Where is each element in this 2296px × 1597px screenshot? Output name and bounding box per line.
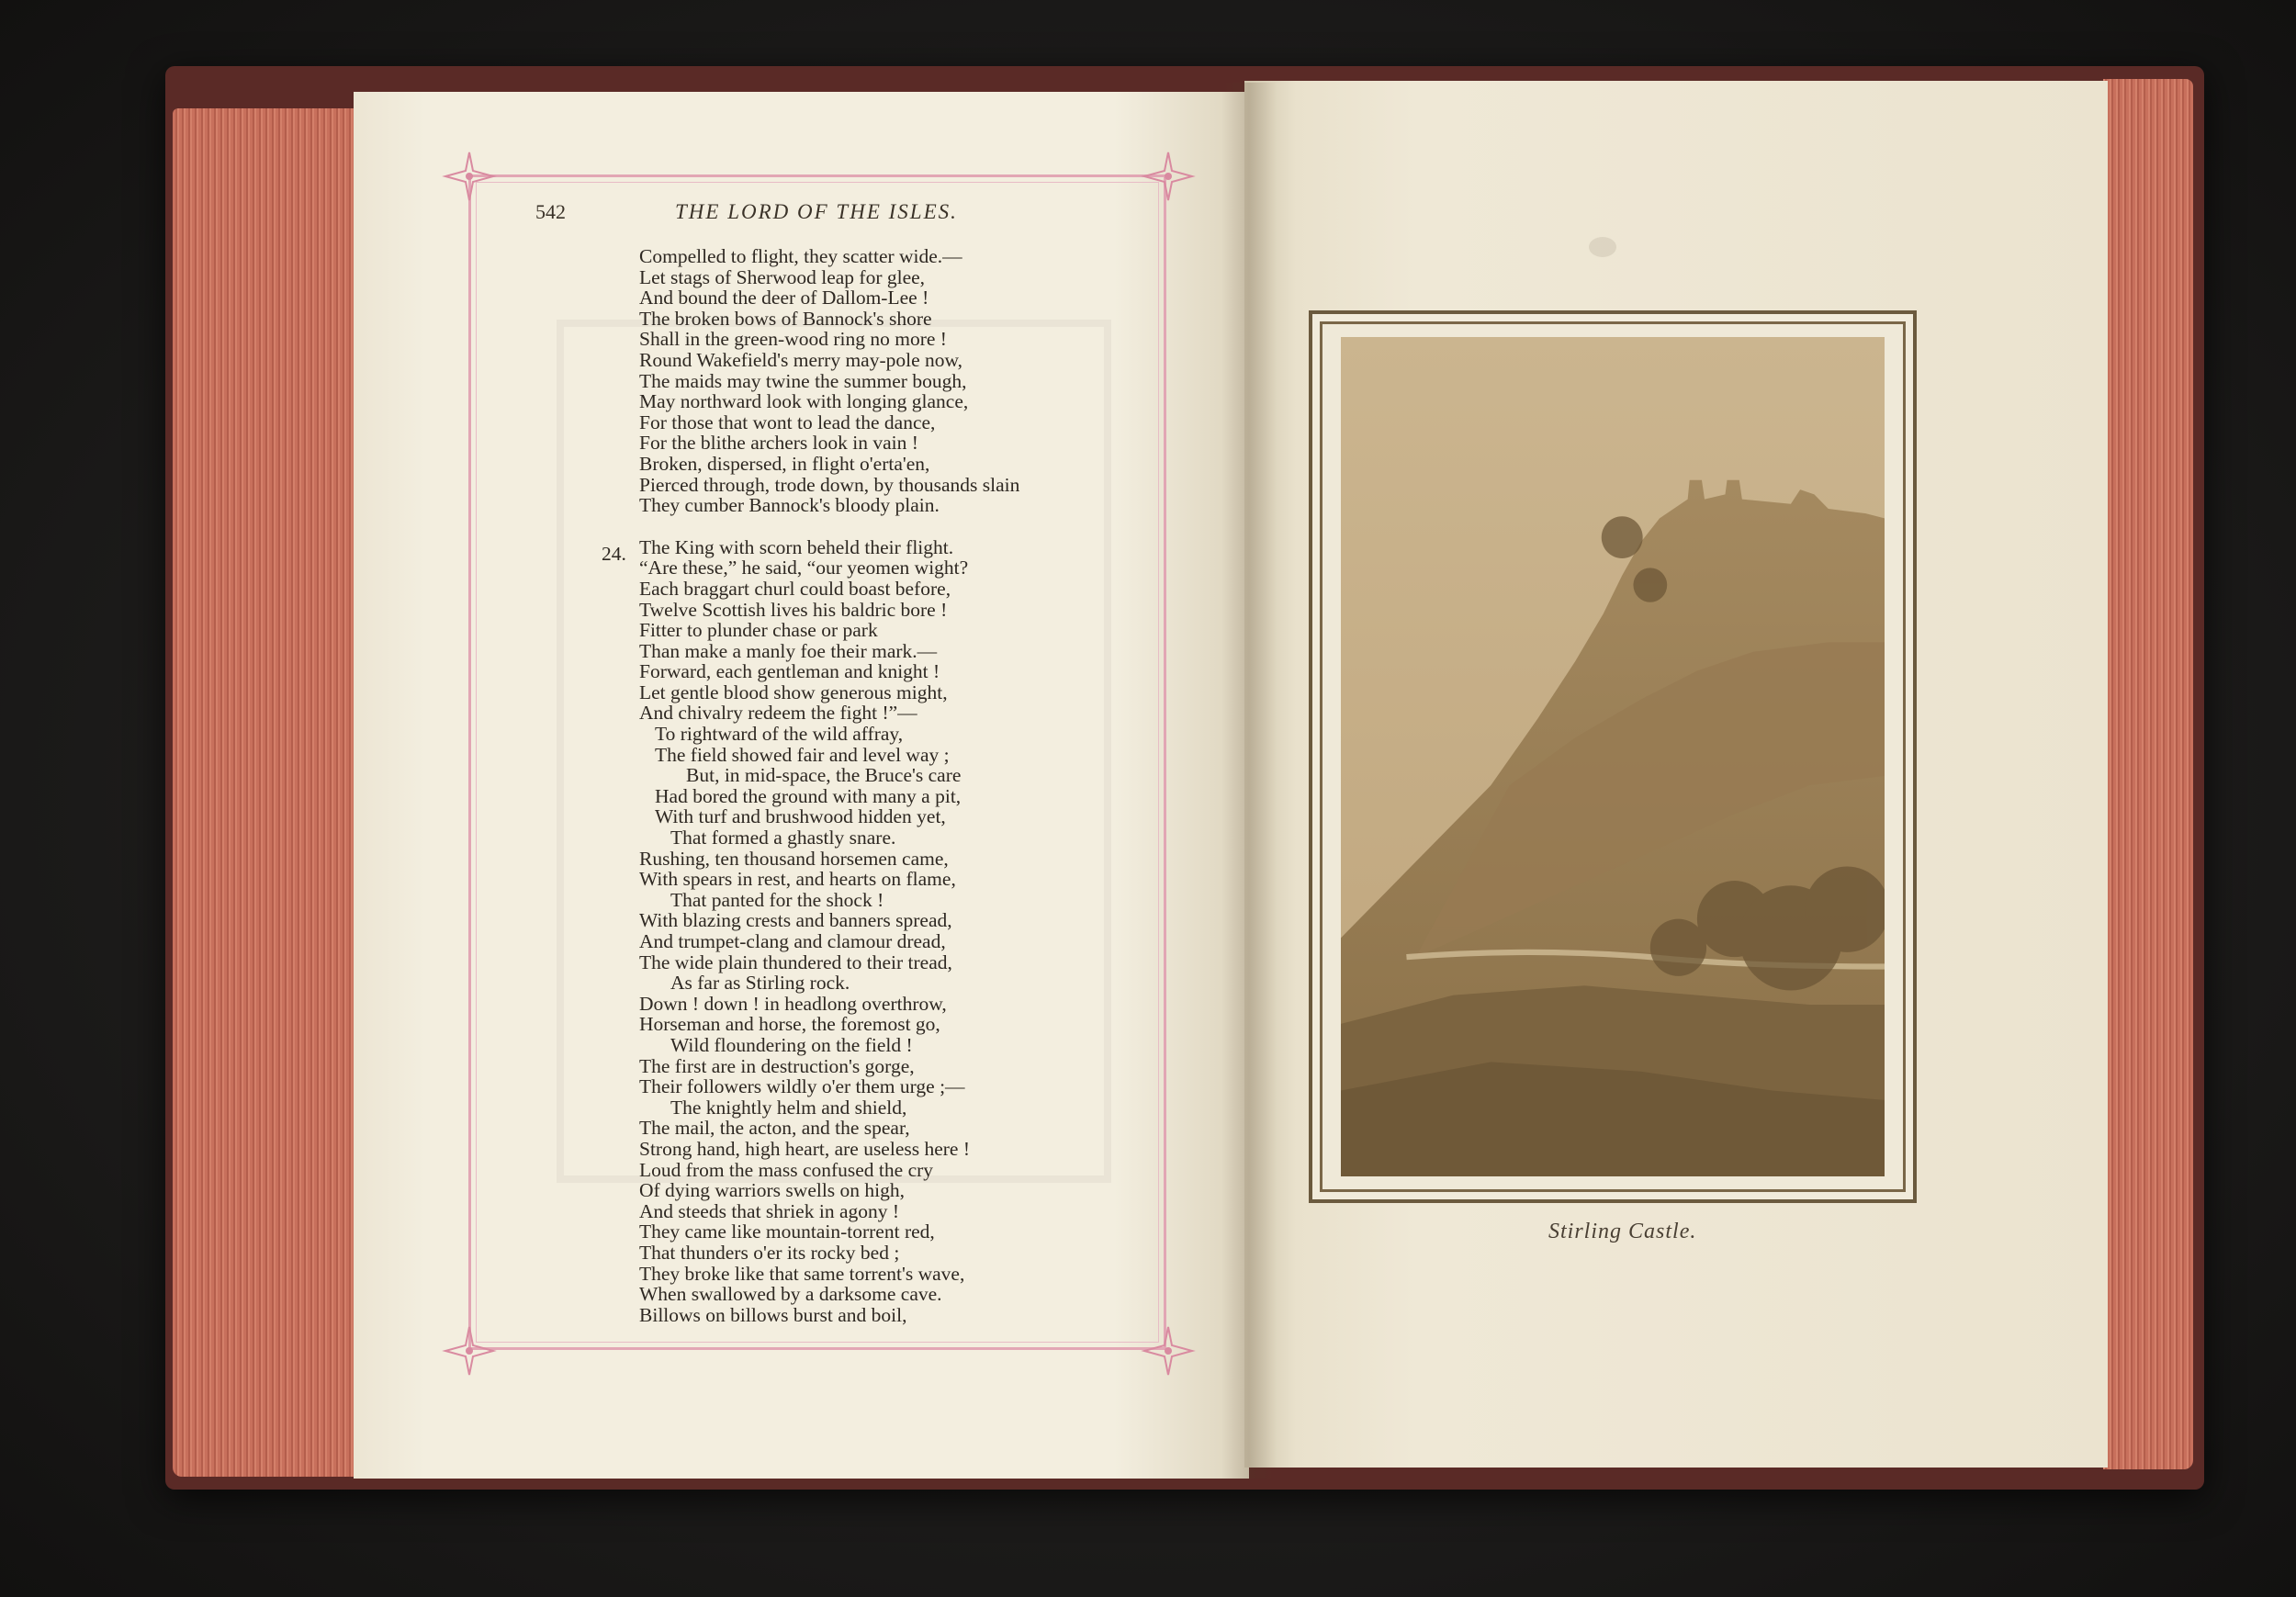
poem-line: Of dying warriors swells on high, <box>639 1179 906 1202</box>
poem-line: With spears in rest, and hearts on flame, <box>639 868 956 891</box>
poem-line: But, in mid-space, the Bruce's care <box>686 764 962 787</box>
poem-line: The mail, the acton, and the spear, <box>639 1117 910 1140</box>
poem-line: Rushing, ten thousand horsemen came, <box>639 847 949 870</box>
poem-line: That formed a ghastly snare. <box>670 827 896 849</box>
poem-line: Horseman and horse, the foremost go, <box>639 1013 940 1036</box>
poem-line: Down ! down ! in headlong overthrow, <box>639 992 947 1015</box>
poem-line: The field showed fair and level way ; <box>655 743 950 766</box>
photo-scene <box>1341 337 1885 1176</box>
poem-line: For those that wont to lead the dance, <box>639 410 936 433</box>
poem-line: The knightly helm and shield, <box>670 1096 907 1119</box>
corner-ornament-icon <box>442 1323 497 1378</box>
poem-line: Loud from the mass confused the cry <box>639 1158 934 1181</box>
poem-line: Compelled to flight, they scatter wide.— <box>639 245 962 267</box>
poem-text <box>639 246 1154 1325</box>
poem-line: With turf and brushwood hidden yet, <box>655 805 946 828</box>
running-head: THE LORD OF THE ISLES. <box>675 200 958 223</box>
poem-line: Strong hand, high heart, are useless here ! <box>639 1137 971 1160</box>
poem-line: Shall in the green-wood ring no more ! <box>639 328 947 351</box>
poem-line: And bound the deer of Dallom-Lee ! <box>639 287 929 309</box>
left-page-edges <box>173 108 367 1477</box>
poem-line: As far as Stirling rock. <box>670 972 850 995</box>
corner-ornament-icon <box>1141 149 1196 204</box>
stanza-number: 24. <box>602 543 626 565</box>
paper-stain <box>1589 237 1616 257</box>
poem-line: That thunders o'er its rocky bed ; <box>639 1241 900 1264</box>
stanza-24 <box>639 537 1154 1326</box>
poem-line: Billows on billows burst and boil, <box>639 1303 907 1326</box>
corner-ornament-icon <box>1141 1323 1196 1378</box>
photo-caption: Stirling Castle. <box>1548 1220 1697 1243</box>
poem-line: And chivalry redeem the fight !”— <box>639 702 917 725</box>
poem-line: Round Wakefield's merry may-pole now, <box>639 348 963 371</box>
poem-line: Had bored the ground with many a pit, <box>655 784 962 807</box>
right-page-edges <box>2103 79 2193 1469</box>
poem-line: Fitter to plunder chase or park <box>639 619 878 642</box>
stanza-23 <box>639 246 1154 516</box>
poem-line: They cumber Bannock's bloody plain. <box>639 494 940 517</box>
poem-line: Twelve Scottish lives his baldric bore ! <box>639 598 948 621</box>
corner-ornament-icon <box>442 149 497 204</box>
stirling-castle-photograph <box>1341 337 1885 1176</box>
poem-line: The wide plain thundered to their tread, <box>639 950 952 973</box>
poem-line: And trumpet-clang and clamour dread, <box>639 930 946 952</box>
poem-line: Their followers wildly o'er them urge ;— <box>639 1075 965 1098</box>
poem-line: That panted for the shock ! <box>670 888 884 911</box>
poem-line: Each braggart churl could boast before, <box>639 577 951 600</box>
poem-line: The King with scorn beheld their flight. <box>639 535 954 558</box>
stanza-gap <box>639 516 1154 537</box>
poem-line: May northward look with longing glance, <box>639 390 969 413</box>
poem-line: Pierced through, trode down, by thousands slain <box>639 473 1020 496</box>
poem-line: For the blithe archers look in vain ! <box>639 432 918 455</box>
poem-line: They broke like that same torrent's wave, <box>639 1262 965 1285</box>
poem-line: Than make a manly foe their mark.— <box>639 639 938 662</box>
poem-line: The broken bows of Bannock's shore <box>639 307 932 330</box>
poem-line: With blazing crests and banners spread, <box>639 909 952 932</box>
poem-line: To rightward of the wild affray, <box>655 723 904 746</box>
poem-line: Let stags of Sherwood leap for glee, <box>639 265 926 288</box>
page-number: 542 <box>535 200 566 223</box>
poem-line: Wild floundering on the field ! <box>670 1033 913 1056</box>
photo-mount <box>1309 310 1917 1203</box>
poem-line: And steeds that shriek in agony ! <box>639 1199 900 1222</box>
book-gutter <box>1221 83 1277 1479</box>
poem-line: The maids may twine the summer bough, <box>639 369 967 392</box>
poem-line: The first are in destruction's gorge, <box>639 1054 915 1077</box>
poem-line: Let gentle blood show generous might, <box>639 680 948 703</box>
poem-line: They came like mountain-torrent red, <box>639 1220 935 1243</box>
poem-line: When swallowed by a darksome cave. <box>639 1283 942 1306</box>
poem-line: Broken, dispersed, in flight o'erta'en, <box>639 452 930 475</box>
poem-line: Forward, each gentleman and knight ! <box>639 660 940 683</box>
poem-line: “Are these,” he said, “our yeomen wight? <box>639 557 969 579</box>
